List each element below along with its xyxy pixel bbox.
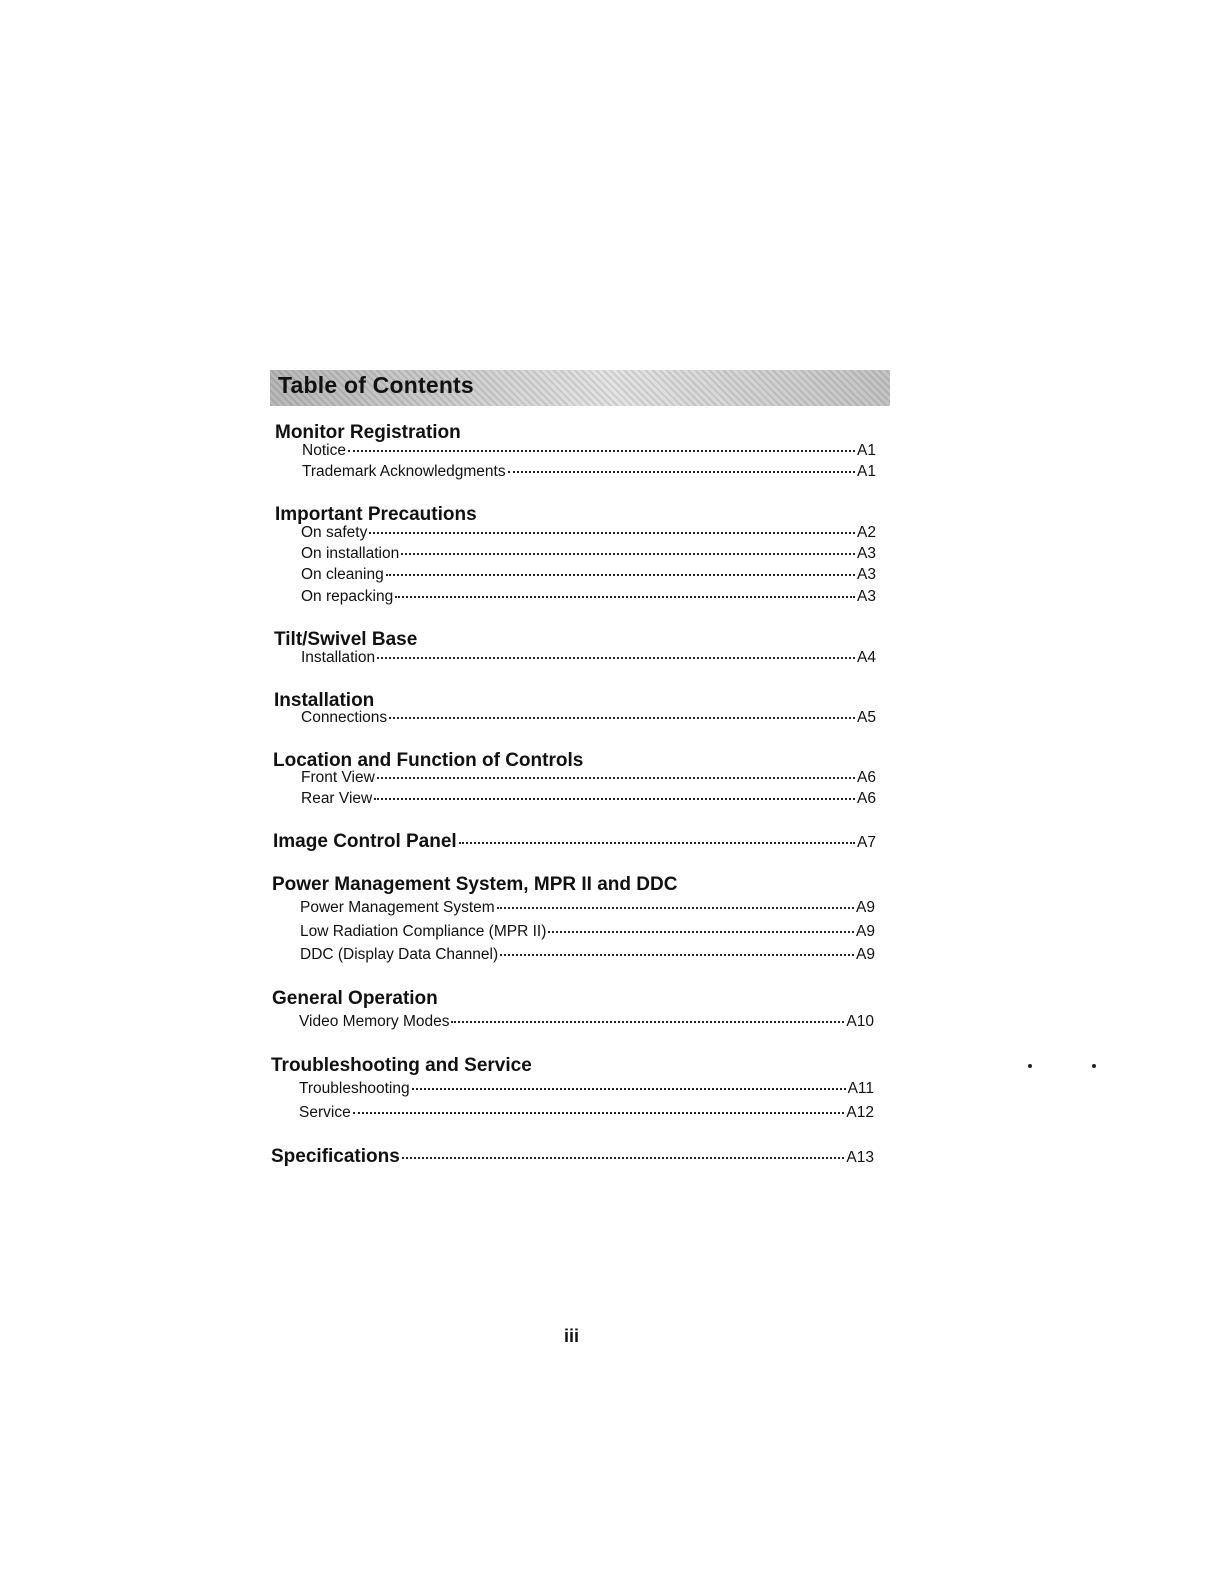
toc-entry-trademark-acknowledgments[interactable] <box>302 463 876 481</box>
page-number: iii <box>564 1326 580 1346</box>
toc-entry-front-view[interactable] <box>301 769 876 787</box>
section-title-troubleshooting-and-service: Troubleshooting and Service <box>271 1055 532 1076</box>
leader-dots <box>548 931 854 933</box>
leader-dots <box>374 798 855 800</box>
toc-entry-page: A3 <box>857 545 876 562</box>
leader-dots <box>412 1088 846 1090</box>
toc-entry-label: Service <box>299 1104 351 1121</box>
toc-heading-banner <box>270 370 890 406</box>
section-title-important-precautions: Important Precautions <box>275 504 477 525</box>
toc-entry-label: Notice <box>302 442 346 459</box>
toc-entry-ddc[interactable] <box>300 946 875 964</box>
leader-dots <box>500 954 854 956</box>
toc-entry-page: A9 <box>856 946 875 963</box>
leader-dots <box>497 907 854 909</box>
toc-entry-troubleshooting[interactable] <box>299 1080 874 1098</box>
section-title-power-management: Power Management System, MPR II and DDC <box>272 874 678 895</box>
section-title-tilt-swivel-base: Tilt/Swivel Base <box>274 629 418 650</box>
toc-entry-label: Installation <box>301 649 376 666</box>
leader-dots <box>401 553 855 555</box>
toc-entry-label: DDC (Display Data Channel) <box>300 946 499 963</box>
leader-dots <box>386 574 855 576</box>
toc-entry-page: A13 <box>846 1149 874 1166</box>
leader-dots <box>459 842 855 844</box>
toc-entry-label: On installation <box>301 545 400 562</box>
toc-entry-label: Troubleshooting <box>299 1080 410 1097</box>
toc-entry-base-installation[interactable] <box>301 649 876 667</box>
toc-entry-page: A1 <box>857 463 876 480</box>
leader-dots <box>402 1157 845 1159</box>
leader-dots <box>377 657 855 659</box>
section-title-installation: Installation <box>274 690 375 711</box>
toc-entry-page: A11 <box>847 1080 874 1097</box>
toc-entry-page: A3 <box>857 588 876 605</box>
toc-entry-page: A4 <box>857 649 876 666</box>
toc-heading: Table of Contents <box>278 372 474 398</box>
toc-entry-label: Rear View <box>301 790 373 807</box>
toc-entry-page: A10 <box>846 1013 874 1030</box>
toc-entry-connections[interactable] <box>301 709 876 727</box>
toc-entry-page: A9 <box>856 899 875 916</box>
toc-entry-on-repacking[interactable] <box>301 588 876 606</box>
toc-entry-page: A3 <box>857 566 876 583</box>
leader-dots <box>451 1021 844 1023</box>
toc-entry-label: On cleaning <box>301 566 384 583</box>
leader-dots <box>377 777 855 779</box>
toc-entry-rear-view[interactable] <box>301 790 876 808</box>
toc-entry-low-radiation-compliance[interactable] <box>300 923 875 941</box>
toc-entry-specifications[interactable] <box>271 1146 874 1168</box>
toc-entry-notice[interactable] <box>302 442 876 460</box>
toc-entry-label: Power Management System <box>300 899 495 916</box>
leader-dots <box>389 717 855 719</box>
toc-entry-image-control-panel[interactable] <box>273 831 876 853</box>
toc-entry-on-installation[interactable] <box>301 545 876 563</box>
toc-entry-on-cleaning[interactable] <box>301 566 876 584</box>
section-title-location-and-function-of-controls: Location and Function of Controls <box>273 750 584 771</box>
leader-dots <box>508 471 855 473</box>
toc-entry-label: Connections <box>301 709 388 726</box>
toc-entry-service[interactable] <box>299 1104 874 1122</box>
leader-dots <box>348 450 855 452</box>
toc-entry-power-management-system[interactable] <box>300 899 875 917</box>
toc-entry-page: A7 <box>857 834 876 851</box>
toc-entry-label: Front View <box>301 769 375 786</box>
scan-speck <box>1028 1064 1032 1068</box>
toc-entry-page: A2 <box>857 524 876 541</box>
toc-entry-label: Low Radiation Compliance (MPR II) <box>300 923 547 940</box>
leader-dots <box>395 596 855 598</box>
scan-speck <box>1092 1064 1096 1068</box>
toc-entry-page: A1 <box>857 442 876 459</box>
toc-entry-page: A9 <box>856 923 875 940</box>
toc-entry-page: A5 <box>857 709 876 726</box>
toc-entry-label: On safety <box>301 524 368 541</box>
toc-entry-video-memory-modes[interactable] <box>299 1013 874 1031</box>
toc-entry-on-safety[interactable] <box>301 524 876 542</box>
toc-entry-label: Trademark Acknowledgments <box>302 463 506 480</box>
leader-dots <box>369 532 855 534</box>
section-title-general-operation: General Operation <box>272 988 438 1009</box>
toc-entry-page: A6 <box>857 769 876 786</box>
toc-entry-label: Video Memory Modes <box>299 1013 450 1030</box>
leader-dots <box>353 1112 845 1114</box>
section-title-image-control-panel: Image Control Panel <box>273 831 457 852</box>
toc-entry-page: A12 <box>846 1104 874 1121</box>
section-title-specifications: Specifications <box>271 1146 400 1167</box>
toc-entry-label: On repacking <box>301 588 394 605</box>
toc-entry-page: A6 <box>857 790 876 807</box>
section-title-monitor-registration: Monitor Registration <box>275 422 461 443</box>
